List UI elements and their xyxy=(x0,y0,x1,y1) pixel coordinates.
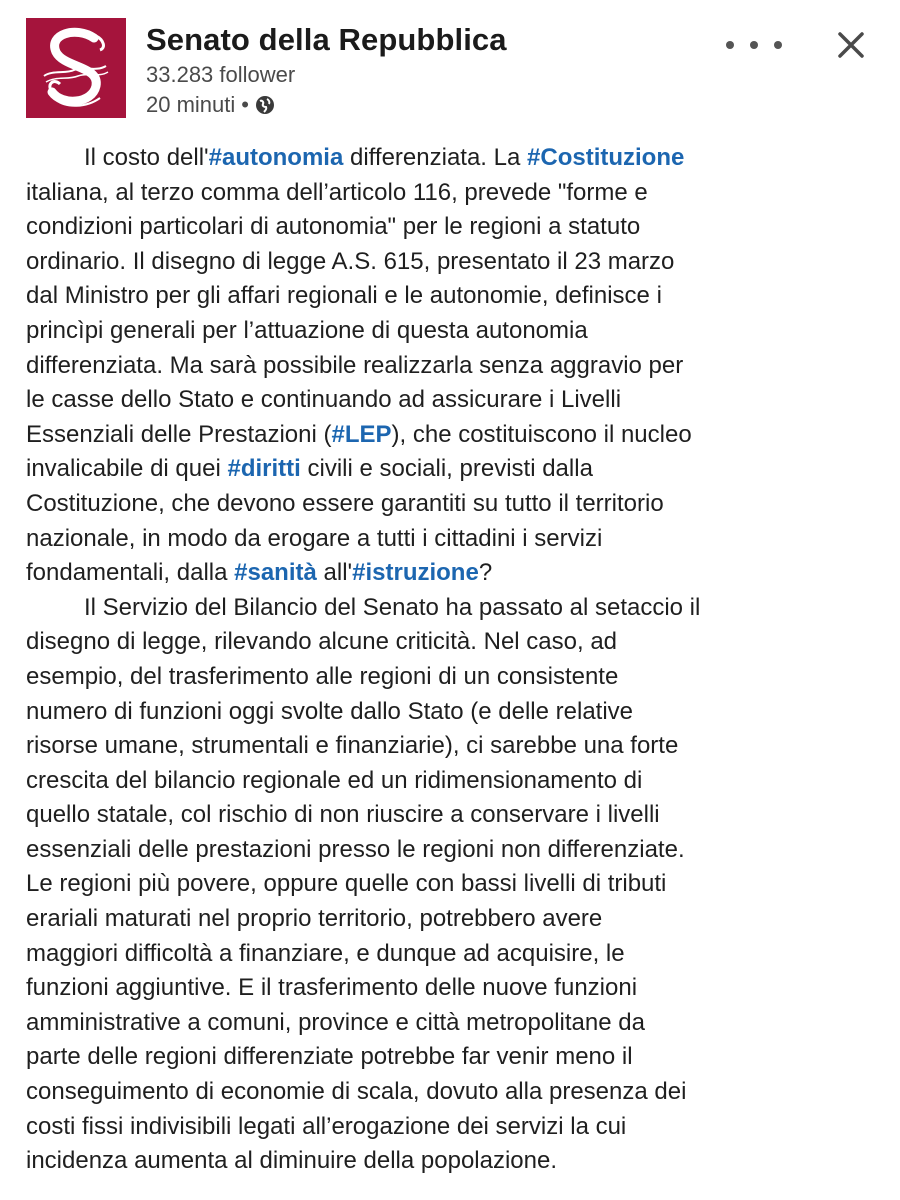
post-text-line xyxy=(26,591,876,626)
post-text-segment: ? xyxy=(478,559,493,587)
post-text-line xyxy=(26,176,876,211)
post-text-line xyxy=(26,937,876,972)
post-text-segment: funzioni aggiuntive. E il trasferimento delle nuove funzioni xyxy=(26,974,638,1002)
ellipsis-icon xyxy=(726,41,734,49)
post-text-segment: condizioni particolari di autonomia" per le regioni a statuto xyxy=(26,213,641,241)
ellipsis-icon xyxy=(774,41,782,49)
post-text-segment: differenziata. Ma sarà possibile realizzarla senza aggravio per xyxy=(26,351,684,379)
post-text-line xyxy=(26,695,876,730)
post-text-segment: invalicabile di quei xyxy=(26,455,228,483)
post-text-line xyxy=(26,522,876,557)
post-text-segment: all' xyxy=(316,559,353,587)
close-button[interactable] xyxy=(832,26,870,64)
post-meta xyxy=(146,92,275,118)
post-text-segment: fondamentali, dalla xyxy=(26,559,235,587)
post-text-line xyxy=(26,1040,876,1075)
post-text-segment: civili e sociali, previsti dalla xyxy=(300,455,593,483)
post-text-segment: Il Servizio del Bilancio del Senato ha passato al setaccio il xyxy=(84,593,701,621)
post-text-segment: disegno di legge, rilevando alcune criticità. Nel caso, ad xyxy=(26,628,618,656)
post-text-line xyxy=(26,798,876,833)
hashtag-link[interactable]: #diritti xyxy=(227,455,301,483)
post-text-segment: italiana, al terzo comma dell’articolo 116, prevede "forme e xyxy=(26,178,648,206)
post-text-segment: Il costo dell' xyxy=(84,144,209,171)
post-text-segment: erariali maturati nel proprio territorio, potrebbero avere xyxy=(26,905,603,933)
seal-s-icon xyxy=(26,18,126,118)
hashtag-link[interactable]: #Costituzione xyxy=(527,144,685,171)
post-text-segment: parte delle regioni differenziate potrebbe far venir meno il xyxy=(26,1043,633,1071)
post-text-line xyxy=(26,1110,876,1145)
post-text-line xyxy=(26,971,876,1006)
post-text-line xyxy=(26,660,876,695)
post-text-segment: incidenza aumenta al diminuire della popolazione. xyxy=(26,1147,558,1175)
close-icon xyxy=(832,26,870,64)
post-text-line xyxy=(26,902,876,937)
post-text-segment: dal Ministro per gli affari regionali e le autonomie, definisce i xyxy=(26,282,662,310)
post-text-segment: Costituzione, che devono essere garantiti su tutto il territorio xyxy=(26,489,664,517)
post-text-line xyxy=(26,867,876,902)
post-text-segment: essenziali delle prestazioni presso le regioni non differenziate. xyxy=(26,835,685,863)
post-text-segment: nazionale, in modo da erogare a tutti i cittadini i servizi xyxy=(26,524,603,552)
post-text-line xyxy=(26,314,876,349)
post-text-segment: crescita del bilancio regionale ed un ridimensionamento di xyxy=(26,766,643,794)
post-text-line xyxy=(26,210,876,245)
post-text-line xyxy=(26,1006,876,1041)
post-text xyxy=(26,141,876,1179)
hashtag-link[interactable]: #sanità xyxy=(234,559,317,587)
page-name[interactable]: Senato della Repubblica xyxy=(146,22,507,57)
post-text-segment: quello statale, col rischio di non riuscire a conservare i livelli xyxy=(26,801,660,829)
post-text-segment: differenziata. La xyxy=(343,144,528,171)
post-text-line xyxy=(26,383,876,418)
post-text-line xyxy=(26,487,876,522)
post-text-segment: princìpi generali per l’attuazione di questa autonomia xyxy=(26,316,588,344)
hashtag-link[interactable]: #autonomia xyxy=(208,144,344,171)
post-text-line xyxy=(26,625,876,660)
post-text-segment: maggiori difficoltà a finanziare, e dunque ad acquisire, le xyxy=(26,939,625,967)
hashtag-link[interactable]: #istruzione xyxy=(352,559,479,587)
meta-separator: • xyxy=(241,92,249,117)
post-text-line xyxy=(26,245,876,280)
more-options-button[interactable] xyxy=(726,30,782,60)
post-text-segment: conseguimento di economie di scala, dovuto alla presenza dei xyxy=(26,1078,687,1106)
post-text-line xyxy=(26,764,876,799)
follower-count: 33.283 follower xyxy=(146,62,296,87)
post-text-line xyxy=(26,418,876,453)
post-text-segment: Le regioni più povere, oppure quelle con bassi livelli di tributi xyxy=(26,870,667,898)
post-text-line xyxy=(26,556,876,591)
post-text-segment: numero di funzioni oggi svolte dallo Stato (e delle relative xyxy=(26,697,634,725)
post-text-segment: esempio, del trasferimento alle regioni di un consistente xyxy=(26,662,619,690)
post-text-line xyxy=(26,1075,876,1110)
hashtag-link[interactable]: #LEP xyxy=(331,420,392,448)
post-text-segment: amministrative a comuni, province e città metropolitane da xyxy=(26,1008,645,1036)
post-text-line xyxy=(26,729,876,764)
globe-icon xyxy=(255,95,275,115)
post-text-line xyxy=(26,1144,876,1179)
post-header xyxy=(0,0,900,130)
senato-seal-logo[interactable] xyxy=(26,18,126,118)
post-text-line xyxy=(26,833,876,868)
post-text-segment: risorse umane, strumentali e finanziarie), ci sarebbe una forte xyxy=(26,732,679,760)
post-time: 20 minuti xyxy=(146,92,236,117)
post-text-line xyxy=(26,452,876,487)
post-text-segment: costi fissi indivisibili legati all’erogazione dei servizi la cui xyxy=(26,1112,627,1140)
post-text-line xyxy=(26,279,876,314)
post-text-line xyxy=(26,141,876,176)
post-text-segment: le casse dello Stato e continuando ad assicurare i Livelli xyxy=(26,386,622,414)
post-text-line xyxy=(26,349,876,384)
post-text-segment: Essenziali delle Prestazioni ( xyxy=(26,420,332,448)
ellipsis-icon xyxy=(750,41,758,49)
post-text-segment: ordinario. Il disegno di legge A.S. 615, presentato il 23 marzo xyxy=(26,247,675,275)
post-text-segment: ), che costituiscono il nucleo xyxy=(391,420,692,448)
